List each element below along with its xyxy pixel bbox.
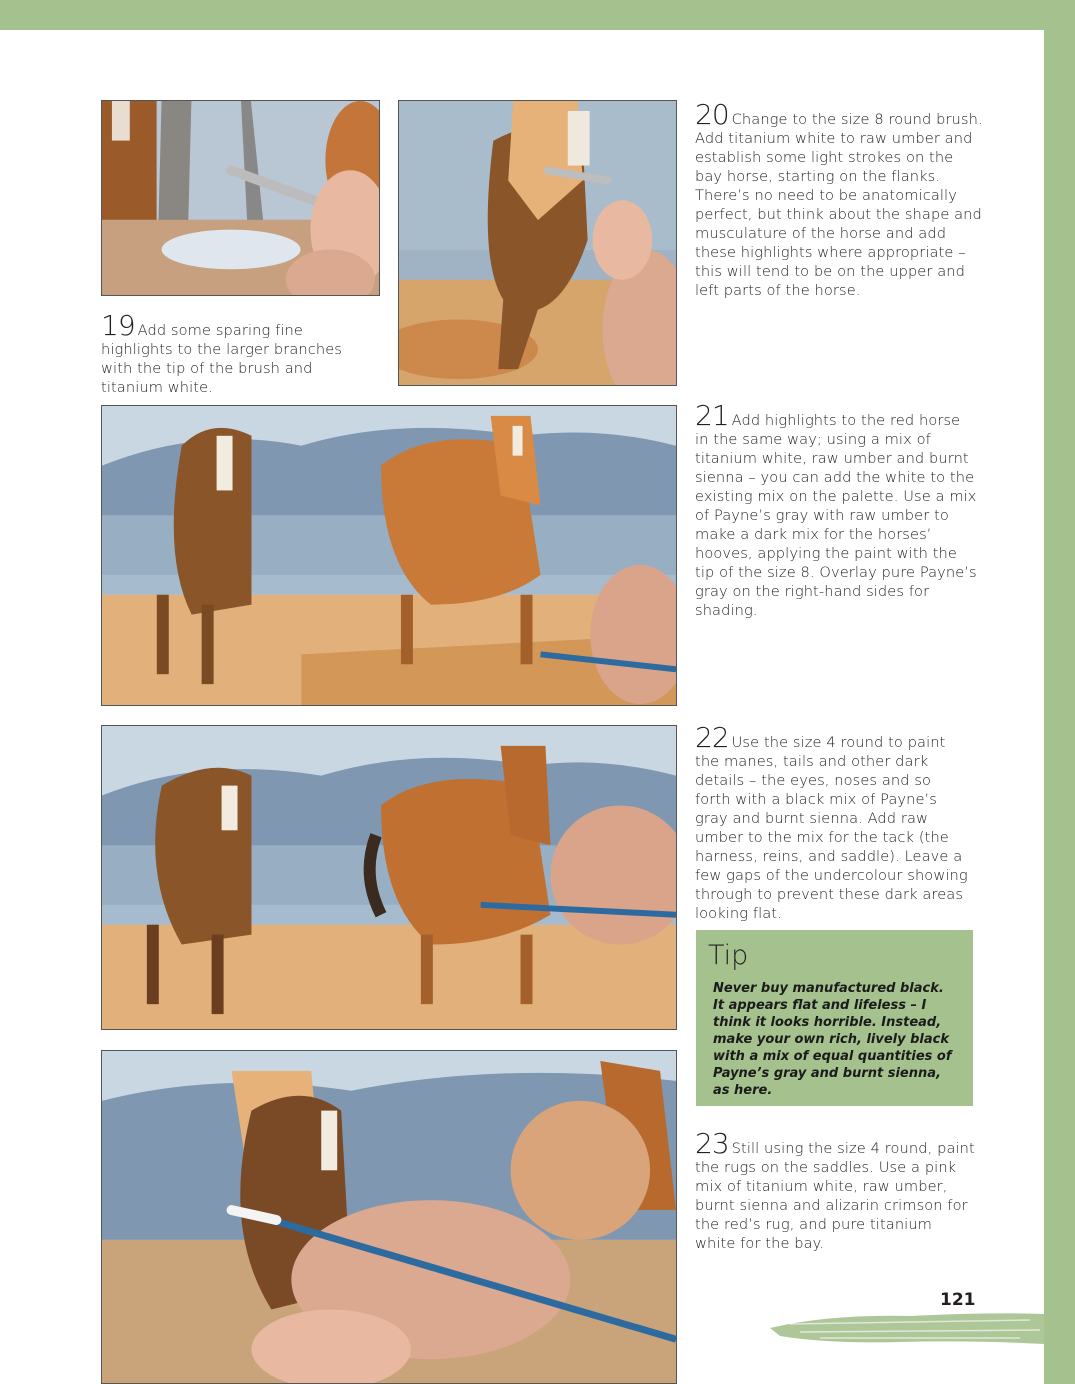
step-23-photo (101, 1050, 677, 1384)
step-19-photo (101, 100, 380, 296)
step-22 (695, 721, 971, 923)
top-decorative-band (0, 0, 1075, 30)
step-21-number: 21 (695, 399, 729, 432)
step-21 (695, 399, 977, 620)
right-decorative-band (1044, 0, 1075, 1384)
step-21-text: Add highlights to the red horse in the same way; using a mix of titanium white, raw umber and burnt sienna – you can add the white to the existing mix on the palette. Use a mix of Payne’s gray with raw umber to make a dark mix for the horses’ hooves, applying the paint with the tip of the size 8. Overlay pure Payne’s gray on the right-hand sides for shading. (695, 412, 977, 619)
step-20-text: Change to the size 8 round brush. Add titanium white to raw umber and establish some light strokes on the bay horse, starting on the flanks. There’s no need to be anatomically perfect, but think about the shape and musculature of the horse and add these highlights where appropriate – this will tend to be on the upper and left parts of the horse. (695, 111, 983, 299)
step-22-text: Use the size 4 round to paint the manes, tails and other dark details – the eyes, noses and so forth with a black mix of Payne’s gray and burnt sienna. Add raw umber to the mix for the tack (the harness, reins, and saddle). Leave a few gaps of the undercolour showing through to prevent these dark areas looking flat. (695, 734, 968, 922)
step-20-number: 20 (695, 98, 729, 131)
step-22-photo (101, 725, 677, 1030)
brush-stroke-decoration (770, 1310, 1044, 1346)
tip-text: Never buy manufactured black. It appears flat and lifeless – I think it looks horrible. Instead, make your own rich, lively black with a mix of equal quantities of Payne’s gray and burnt sienna, as here. (713, 981, 952, 1098)
tip-box (696, 930, 973, 1106)
step-19-text: Add some sparing fine highlights to the larger branches with the tip of the brush and titanium white. (101, 322, 342, 396)
step-20-photo (398, 100, 677, 386)
step-21-photo (101, 405, 677, 706)
step-23-number: 23 (695, 1127, 729, 1160)
step-22-number: 22 (695, 721, 729, 754)
page-number: 121 (940, 1290, 976, 1310)
tip-title: Tip (708, 940, 749, 971)
step-19 (101, 309, 376, 397)
step-23 (695, 1127, 975, 1253)
step-19-number: 19 (101, 309, 135, 342)
step-23-text: Still using the size 4 round, paint the rugs on the saddles. Use a pink mix of titanium white, raw umber, burnt sienna and alizarin crimson for the red’s rug, and pure titanium white for the bay. (695, 1140, 975, 1252)
step-20 (695, 98, 985, 300)
